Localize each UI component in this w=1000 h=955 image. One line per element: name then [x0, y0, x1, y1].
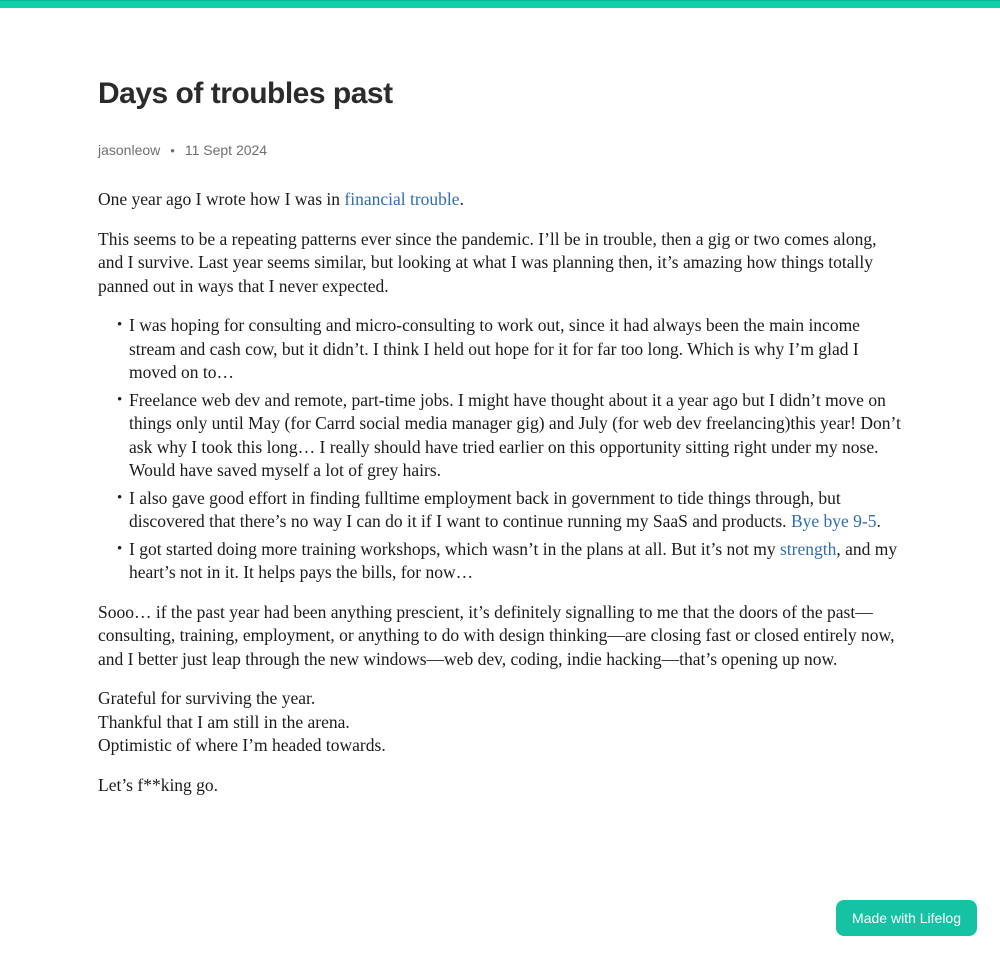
paragraph: One year ago I wrote how I was in financial trouble. — [98, 189, 464, 209]
bullet-list — [98, 314, 902, 585]
accent-top-bar — [0, 0, 1000, 8]
paragraph: Let’s f**king go. — [98, 774, 219, 795]
list-item: • Freelance web dev and remote, part-time jobs. I might have thought about it a year ago but I didn’t move on things only until May (for Carrd social media manager gig) and July (for web dev freelancing)this year! Don’t ask why I took this long… I really should have tried earlier on this opportunity sitting right under my nose. Would have saved myself a lot of grey hairs. — [129, 389, 902, 483]
post-date: 11 Sept 2024 — [184, 142, 268, 158]
post-body — [98, 188, 902, 797]
meta-separator-dot: • — [170, 142, 175, 158]
post-title: Days of troubles past — [98, 77, 393, 110]
inline-link[interactable]: strength — [780, 538, 837, 559]
post-page — [0, 8, 1000, 797]
author-name: jasonleow — [98, 142, 161, 158]
paragraph: Sooo… if the past year had been anything prescient, it’s definitely signalling to me that the doors of the past—consulting, training, employment, or anything to do with design thinking—are closing fast or closed entirely now, and I better just leap through the new windows—web dev, coding, indie hacking—that’s opening up now. — [98, 601, 895, 669]
list-item: • I also gave good effort in finding fulltime employment back in government to tide things through, but discovered that there’s no way I can do it if I want to continue running my SaaS and products. Bye bye 9-5. — [129, 487, 902, 534]
paragraph: This seems to be a repeating patterns ever since the pandemic. I’ll be in trouble, then a gig or two comes along, and I survive. Last year seems similar, but looking at what I was planning then, it’s amazing how things totally panned out in ways that I never expected. — [98, 228, 877, 296]
inline-link[interactable]: Bye bye 9-5 — [790, 511, 877, 531]
made-with-lifelog-badge[interactable]: Made with Lifelog — [836, 900, 977, 936]
inline-link[interactable]: financial trouble — [344, 189, 460, 209]
paragraph: Grateful for surviving the year. Thankful that I am still in the arena. Optimistic of where I’m headed towards. — [98, 688, 386, 755]
post-meta — [98, 142, 902, 158]
list-item: • I got started doing more training workshops, which wasn’t in the plans at all. But it’s not my strength, and my heart’s not in it. It helps pays the bills, for now… — [129, 538, 902, 585]
list-item: • I was hoping for consulting and micro-consulting to work out, since it had always been the main income stream and cash cow, but it didn’t. I think I held out hope for it for far too long. Which is why I’m glad I moved on to… — [129, 314, 902, 385]
